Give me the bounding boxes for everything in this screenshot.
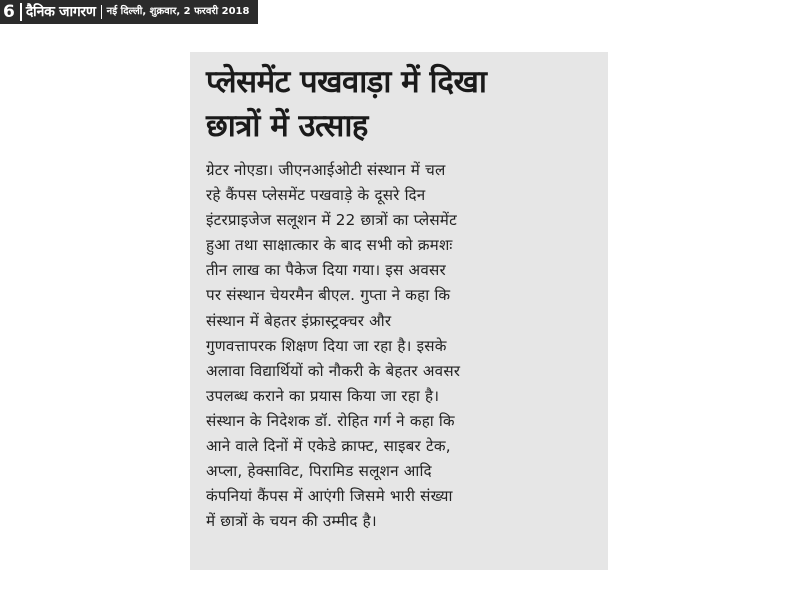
body-line: रहे कैंपस प्लेसमेंट पखवाड़े के दूसरे दिन [206,186,426,205]
body-line: में छात्रों के चयन की उम्मीद है। [206,512,377,531]
body-line: संस्थान में बेहतर इंफ्रास्ट्रक्चर और [206,311,392,330]
masthead-divider [20,3,22,21]
body-line: तीन लाख का पैकेज दिया गया। इस अवसर [206,261,446,280]
newspaper-logo: दैनिक जागरण [25,4,96,20]
masthead-divider-thin [101,5,102,19]
body-line: हुआ तथा साक्षात्कार के बाद सभी को क्रमशः [206,236,453,255]
body-line: कंपनियां कैंपस में आएंगी जिसमे भारी संख्या [206,487,453,506]
headline-line: छात्रों में उत्साह [206,108,368,144]
body-line: गुणवत्तापरक शिक्षण दिया जा रहा है। इसके [206,336,447,355]
dateline: नई दिल्ली, शुक्रवार, 2 फरवरी 2018 [106,6,250,17]
news-clipping [190,52,608,570]
newspaper-masthead [0,0,258,24]
body-line: अप्ला, हेक्साविट, पिरामिड सलूशन आदि [206,462,432,481]
body-line: इंटरप्राइजेज सलूशन में 22 छात्रों का प्लेसमेंट [206,211,457,230]
body-line: अलावा विद्यार्थियों को नौकरी के बेहतर अवसर [206,361,461,380]
body-line: ग्रेटर नोएडा। जीएनआईओटी संस्थान में चल [206,161,446,179]
body-line: आने वाले दिनों में एकेडे क्राफ्ट, साइबर टेक, [206,437,451,456]
body-line: पर संस्थान चेयरमैन बीएल. गुप्ता ने कहा कि [206,286,451,305]
body-line: उपलब्ध कराने का प्रयास किया जा रहा है। [206,386,440,405]
article-body [206,158,594,534]
page-number: 6 [3,2,15,22]
headline [206,60,594,148]
headline-line: प्लेसमेंट पखवाड़ा में दिखा [206,64,487,100]
body-line: संस्थान के निदेशक डॉ. रोहित गर्ग ने कहा कि [206,411,455,430]
